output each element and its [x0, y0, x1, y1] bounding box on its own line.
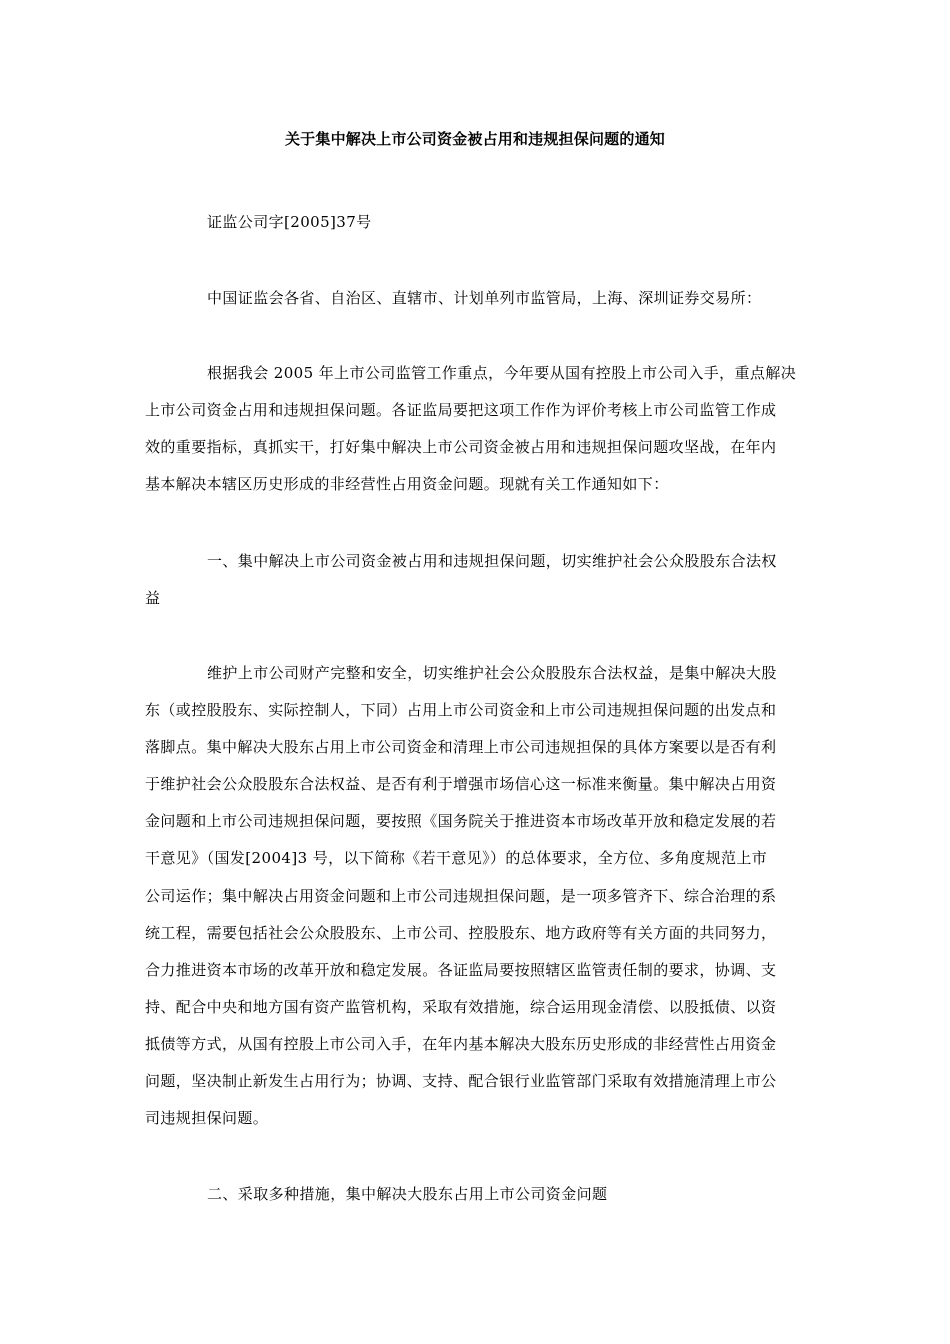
section-heading-1-cont: 益 [145, 589, 161, 607]
document-number: 证监公司字[2005]37号 [207, 213, 372, 231]
body-line: 维护上市公司财产完整和安全，切实维护社会公众股股东合法权益，是集中解决大股 [207, 664, 777, 682]
body-line: 落脚点。集中解决大股东占用上市公司资金和清理上市公司违规担保的具体方案要以是否有利 [145, 738, 777, 756]
body-line: 东（或控股股东、实际控制人，下同）占用上市公司资金和上市公司违规担保问题的出发点和 [145, 701, 777, 719]
body-line: 公司运作；集中解决占用资金问题和上市公司违规担保问题，是一项多管齐下、综合治理的系 [145, 887, 777, 905]
intro-line: 上市公司资金占用和违规担保问题。各证监局要把这项工作作为评价考核上市公司监管工作成 [145, 401, 777, 419]
document-title: 关于集中解决上市公司资金被占用和违规担保问题的通知 [284, 130, 665, 148]
section-heading-1: 一、集中解决上市公司资金被占用和违规担保问题，切实维护社会公众股股东合法权 [207, 552, 777, 570]
section-heading-2: 二、采取多种措施，集中解决大股东占用上市公司资金问题 [207, 1185, 608, 1203]
body-line: 统工程，需要包括社会公众股股东、上市公司、控股股东、地方政府等有关方面的共同努力， [145, 924, 777, 942]
intro-line: 效的重要指标，真抓实干，打好集中解决上市公司资金被占用和违规担保问题攻坚战，在年内 [145, 438, 777, 456]
body-line: 抵债等方式，从国有控股上市公司入手，在年内基本解决大股东历史形成的非经营性占用资金 [145, 1035, 777, 1053]
body-line: 干意见》（国发[2004]3 号，以下简称《若干意见》）的总体要求，全方位、多角度规范上市 [145, 849, 768, 867]
body-line: 问题，坚决制止新发生占用行为；协调、支持、配合银行业监管部门采取有效措施清理上市公 [145, 1072, 777, 1090]
intro-line: 根据我会 2005 年上市公司监管工作重点，今年要从国有控股上市公司入手，重点解决 [207, 364, 797, 382]
body-line: 于维护社会公众股股东合法权益、是否有利于增强市场信心这一标准来衡量。集中解决占用资 [145, 775, 777, 793]
body-line: 合力推进资本市场的改革开放和稳定发展。各证监局要按照辖区监管责任制的要求，协调、支 [145, 961, 777, 979]
body-line: 持、配合中央和地方国有资产监管机构，采取有效措施，综合运用现金清偿、以股抵债、以资 [145, 998, 777, 1016]
body-line: 司违规担保问题。 [145, 1109, 269, 1127]
addressee-line: 中国证监会各省、自治区、直辖市、计划单列市监管局，上海、深圳证券交易所： [207, 289, 762, 307]
intro-line: 基本解决本辖区历史形成的非经营性占用资金问题。现就有关工作通知如下： [145, 475, 669, 493]
body-line: 金问题和上市公司违规担保问题，要按照《国务院关于推进资本市场改革开放和稳定发展的若 [145, 812, 777, 830]
